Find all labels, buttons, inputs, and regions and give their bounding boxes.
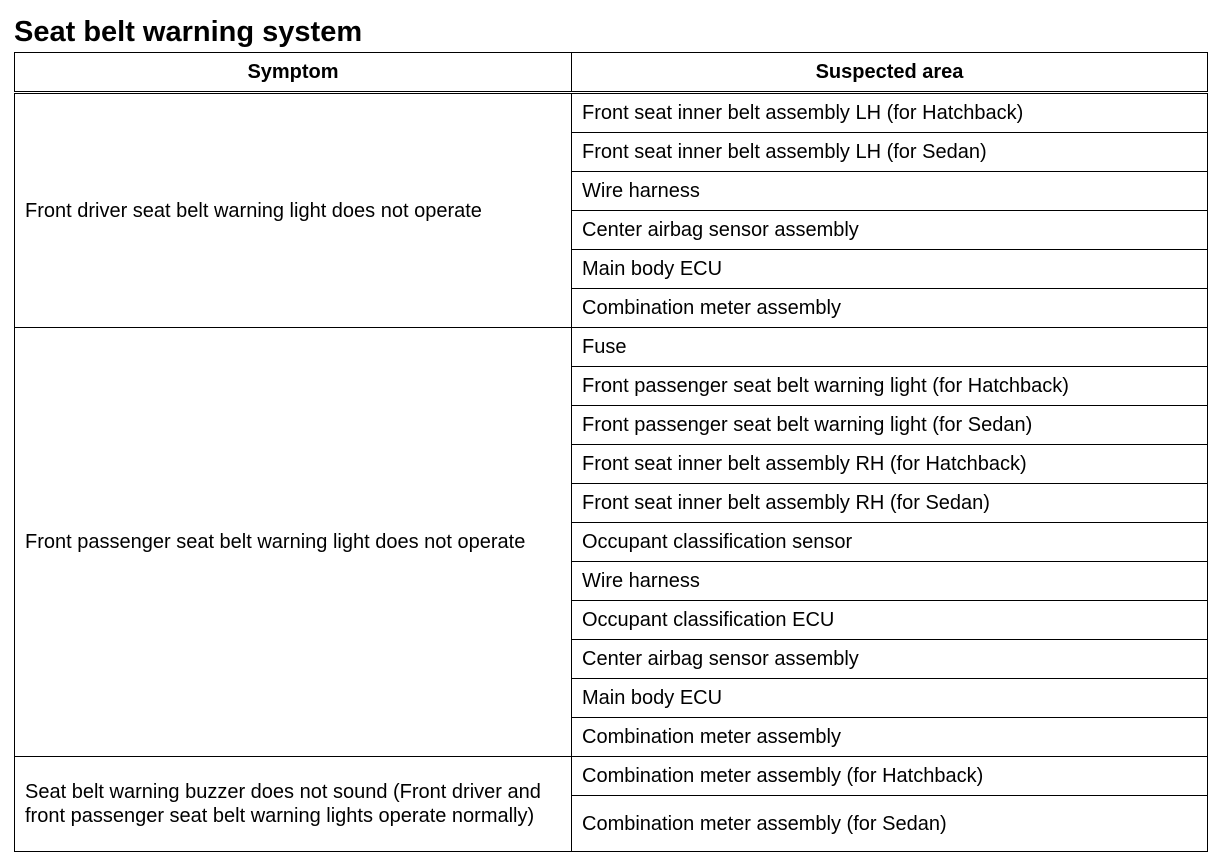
suspected-area-cell: Wire harness <box>572 562 1208 601</box>
suspected-area-cell: Combination meter assembly (for Sedan) <box>572 796 1208 852</box>
suspected-area-cell: Combination meter assembly <box>572 718 1208 757</box>
suspected-area-cell: Wire harness <box>572 172 1208 211</box>
column-header-suspected-area: Suspected area <box>572 53 1208 93</box>
suspected-area-cell: Occupant classification ECU <box>572 601 1208 640</box>
table-row <box>15 757 1208 796</box>
suspected-area-cell: Front passenger seat belt warning light (for Sedan) <box>572 406 1208 445</box>
symptom-cell: Seat belt warning buzzer does not sound (Front driver and front passenger seat belt warning lights operate normally) <box>15 757 572 852</box>
suspected-area-cell: Fuse <box>572 328 1208 367</box>
suspected-area-cell: Front seat inner belt assembly LH (for Sedan) <box>572 133 1208 172</box>
suspected-area-cell: Center airbag sensor assembly <box>572 211 1208 250</box>
page-title: Seat belt warning system <box>14 16 363 48</box>
suspected-area-cell: Occupant classification sensor <box>572 523 1208 562</box>
column-header-symptom: Symptom <box>15 53 572 93</box>
suspected-area-cell: Front seat inner belt assembly RH (for Sedan) <box>572 484 1208 523</box>
suspected-area-cell: Front seat inner belt assembly LH (for Hatchback) <box>572 93 1208 133</box>
table-row <box>15 93 1208 133</box>
suspected-area-cell: Main body ECU <box>572 250 1208 289</box>
suspected-area-cell: Combination meter assembly <box>572 289 1208 328</box>
suspected-area-cell: Main body ECU <box>572 679 1208 718</box>
symptom-cell: Front passenger seat belt warning light does not operate <box>15 328 572 757</box>
symptom-cell: Front driver seat belt warning light does not operate <box>15 93 572 328</box>
suspected-area-cell: Front seat inner belt assembly RH (for Hatchback) <box>572 445 1208 484</box>
table-row <box>15 328 1208 367</box>
suspected-area-cell: Combination meter assembly (for Hatchback) <box>572 757 1208 796</box>
troubleshooting-table <box>14 52 1208 852</box>
table-header-row <box>15 53 1208 93</box>
suspected-area-cell: Center airbag sensor assembly <box>572 640 1208 679</box>
suspected-area-cell: Front passenger seat belt warning light (for Hatchback) <box>572 367 1208 406</box>
